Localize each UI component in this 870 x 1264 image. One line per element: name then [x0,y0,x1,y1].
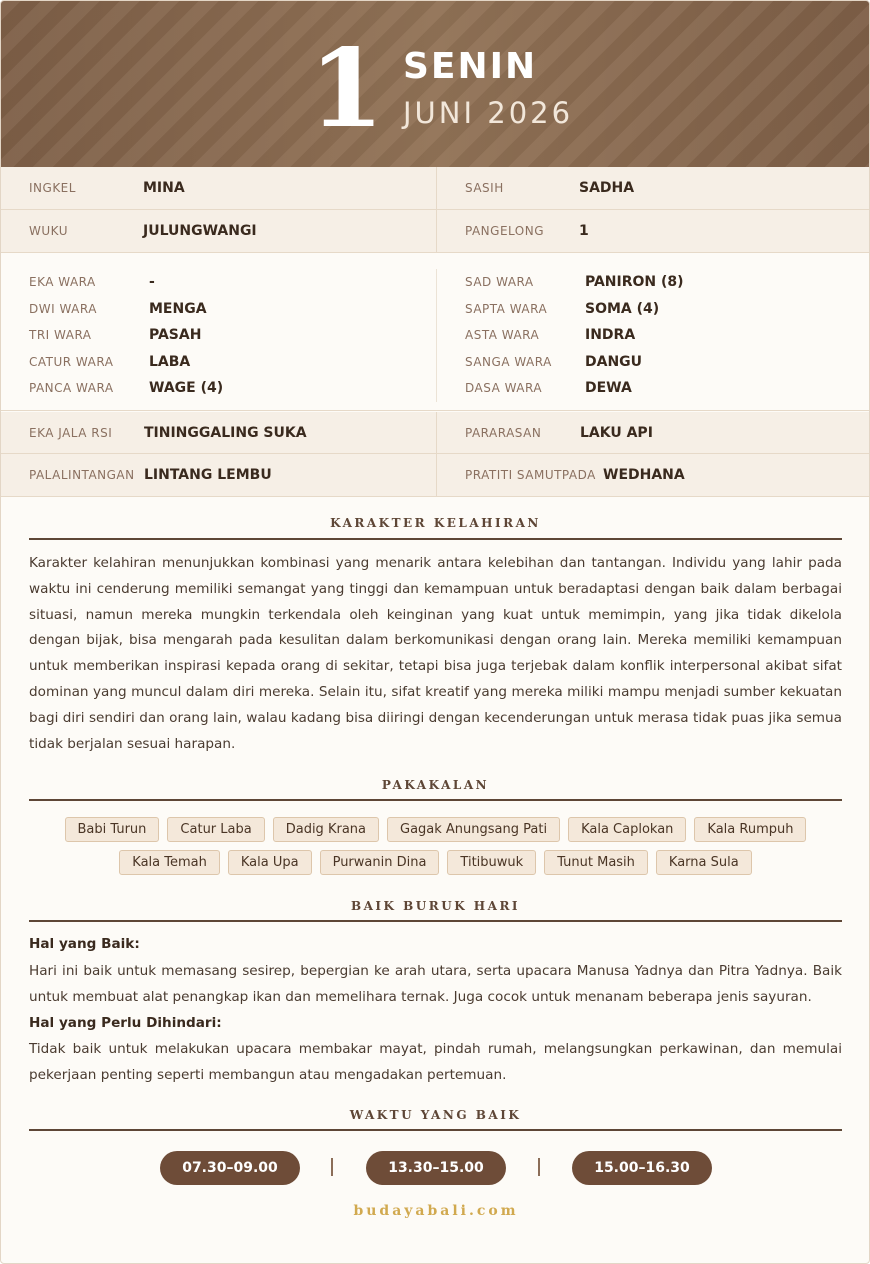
avoid-heading: Hal yang Perlu Dihindari: [29,1015,222,1031]
section-divider [29,920,842,922]
month-year: JUNI 2026 [403,96,574,130]
pakakalan-chip: Tunut Masih [544,850,648,875]
wara-label: CATUR WARA [29,354,114,369]
info-row-palalintangan-pratiti [1,454,870,497]
time-slot-pill: 15.00–16.30 [572,1151,712,1185]
section-divider [29,799,842,801]
wara-grid [1,253,870,411]
wara-value: PANIRON (8) [585,274,684,291]
info-value: LAKU API [580,424,653,441]
info-row-wuku-pangelong [1,210,870,253]
good-heading: Hal yang Baik: [29,936,140,952]
pakakalan-chip-row-2 [29,850,842,875]
pakakalan-chip: Catur Laba [167,817,264,842]
info-label: SASIH [465,181,504,195]
info-cell-palalintangan [1,454,436,496]
section-divider [29,1129,842,1131]
info-cell-pratiti-samutpada [436,454,870,496]
pakakalan-chip: Purwanin Dina [320,850,440,875]
pakakalan-chip: Kala Rumpuh [694,817,806,842]
pakakalan-chip: Titibuwuk [447,850,536,875]
wara-value: DEWA [585,380,632,397]
wara-row [29,322,223,349]
info-cell-wuku [1,210,436,252]
wara-row [29,375,223,402]
wara-row [465,269,684,296]
wara-label: SANGA WARA [465,354,552,369]
info-value: 1 [579,223,589,239]
day-name: SENIN [403,46,538,87]
wara-value: WAGE (4) [149,380,224,397]
section-title-pakakalan: PAKAKALAN [381,778,490,792]
wara-label: PANCA WARA [29,381,114,396]
time-separator [331,1158,333,1176]
info-label: PRATITI SAMUTPADA [465,468,596,482]
info-cell-eka-jala-rsi [1,412,436,453]
section-title-waktu: WAKTU YANG BAIK [349,1108,522,1122]
wara-value: DANGU [585,353,643,370]
wara-label: ASTA WARA [465,328,540,343]
wara-row [465,349,684,376]
info-label: WUKU [29,224,68,238]
time-slot-pill: 07.30–09.00 [160,1151,300,1185]
section-divider [29,538,842,540]
pakakalan-chip: Babi Turun [65,817,160,842]
wara-label: DASA WARA [465,381,543,396]
wara-label: SAD WARA [465,275,534,290]
info-cell-ingkel [1,167,436,209]
info-cell-pangelong [436,210,870,252]
time-slot-pill: 13.30–15.00 [366,1151,506,1185]
footer-brand: budayabali.com [353,1203,519,1219]
time-separator [538,1158,540,1176]
info-row-ingkel-sasih [1,167,870,210]
day-number: 1 [309,26,385,152]
info-label: PALALINTANGAN [29,468,135,482]
wara-value: MENGA [149,300,207,317]
wara-value: SOMA (4) [585,300,660,317]
wara-row [29,296,223,323]
info-value: TININGGALING SUKA [144,424,307,441]
wara-row [465,375,684,402]
pakakalan-chip: Dadig Krana [273,817,379,842]
info-label: EKA JALA RSI [29,425,113,440]
info-value: LINTANG LEMBU [144,467,272,483]
pakakalan-chip: Kala Temah [119,850,220,875]
wara-row [465,322,684,349]
avoid-text: Tidak baik untuk melakukan upacara membakar mayat, pindah rumah, melangsungkan perkawinan, dan memulai pekerjaan penting seperti membangun atau mengadakan pertemuan. [29,1041,842,1083]
info-value: MINA [143,180,185,196]
info-row-ekajala-pararasan [1,412,870,454]
info-value: JULUNGWANGI [143,223,257,239]
wara-label: DWI WARA [29,301,97,316]
wara-column-right [436,269,684,402]
wara-label: TRI WARA [29,328,92,343]
info-cell-pararasan [436,412,870,453]
info-cell-sasih [436,167,870,209]
pakakalan-chip-row-1 [29,817,842,842]
info-value: SADHA [579,180,635,196]
wara-row [29,349,223,376]
pakakalan-chip: Kala Caplokan [568,817,686,842]
wara-label: EKA WARA [29,275,96,290]
date-header [1,1,870,167]
info-label: INGKEL [29,181,76,195]
wara-value: INDRA [585,327,636,344]
section-title-karakter: KARAKTER KELAHIRAN [330,516,541,530]
wara-value: LABA [149,353,191,370]
wara-row [465,296,684,323]
pakakalan-chip: Gagak Anungsang Pati [387,817,560,842]
info-label: PANGELONG [465,224,545,238]
wara-label: SAPTA WARA [465,301,548,316]
section-title-baik-buruk: BAIK BURUK HARI [350,899,521,913]
wara-value: - [149,274,155,291]
good-text: Hari ini baik untuk memasang sesirep, bepergian ke arah utara, serta upacara Manusa Yadnya dan Pitra Yadnya. Baik untuk membuat alat penangkap ikan dan memelihara ternak. Juga cocok untuk menanam beberapa jenis sayuran. [29,963,842,1005]
wara-row [29,269,223,296]
wara-value: PASAH [149,327,202,344]
pakakalan-chip: Kala Upa [228,850,312,875]
info-value: WEDHANA [603,467,685,483]
karakter-text: Karakter kelahiran menunjukkan kombinasi yang menarik antara kelebihan dan tantangan. Individu yang lahir pada waktu ini cenderung memiliki semangat yang tinggi dan kemampuan untuk beradaptasi dengan baik dalam berbagai situasi, namun mereka mungkin terkendala oleh keinginan yang kuat untuk memimpin, yang jika tidak dikelola dengan bijak, bisa mengarah pada kesulitan dalam berkomunikasi dengan orang lain. Mereka memiliki kemampuan untuk memberikan inspirasi kepada orang di sekitar, tetapi bisa juga terjebak dalam konflik interpersonal akibat sifat dominan yang muncul dalam diri mereka. Selain itu, sifat kreatif yang mereka miliki mampu menjadi sumber kekuatan bagi diri sendiri dan orang lain, walau kadang bisa diiringi dengan kecenderungan untuk merasa tidak puas jika semua tidak berjalan sesuai harapan. [29,555,842,752]
pakakalan-chip: Karna Sula [656,850,752,875]
time-slots [29,1151,842,1185]
wara-column-left [29,269,223,402]
info-label: PARARASAN [465,425,542,440]
